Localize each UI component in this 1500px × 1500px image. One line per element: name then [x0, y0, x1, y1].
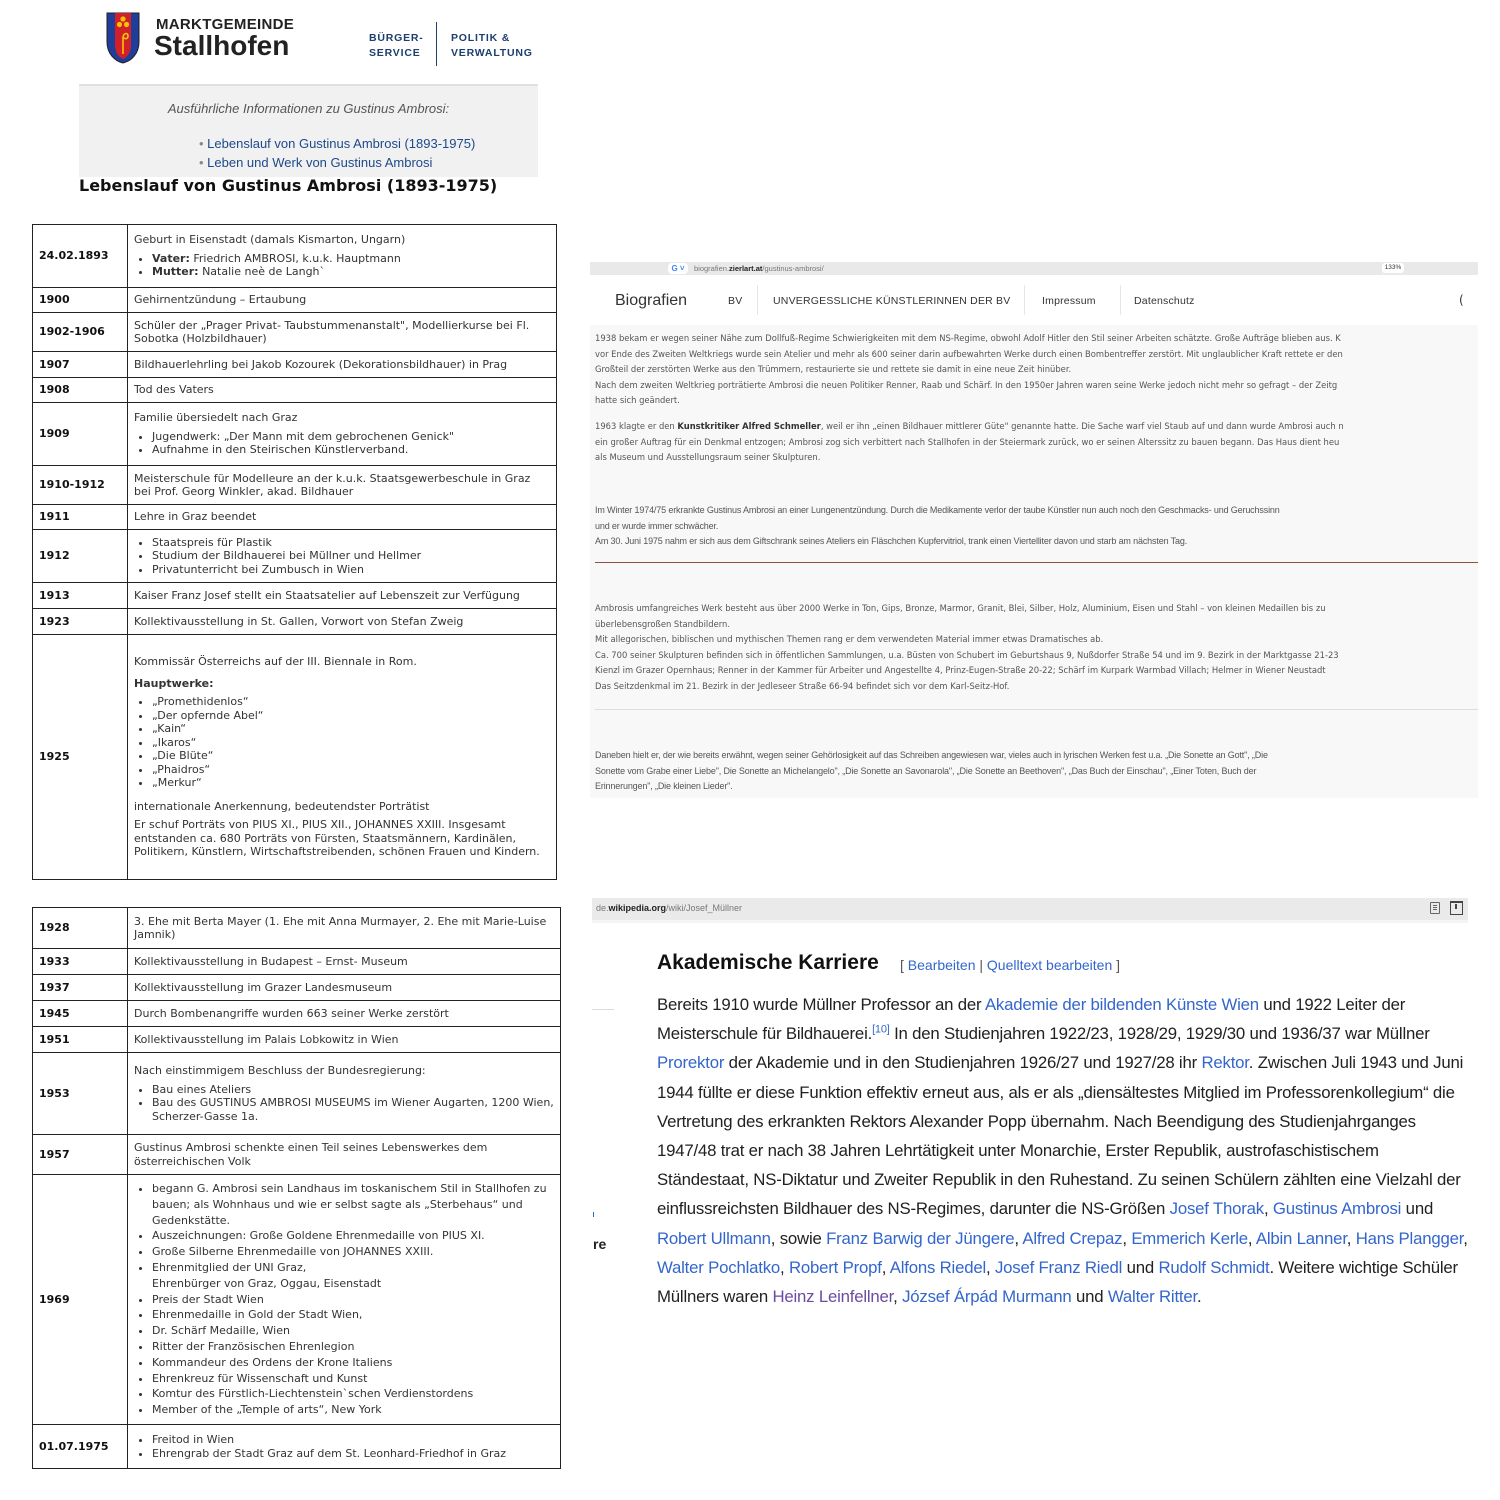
row-date: 1953 — [33, 1053, 128, 1135]
table-row — [33, 1135, 561, 1175]
row-date: 1911 — [33, 505, 128, 530]
row-list-item: • Preis der Stadt Wien — [152, 1292, 554, 1308]
footnote — [872, 1024, 890, 1036]
nav-buergerservice[interactable] — [369, 31, 424, 61]
row-list-item: • „Promethidenlos“ — [152, 695, 550, 709]
text-span: . Zwischen Juli 1943 und Juni 1944 füllte er diese Funktion effektiv erneut aus, als er als „diensältestes Mitglied im Professorenkollegium“ die Vertretung des erkrankten Rektors Alexander Popp übernahm. Nach Beendigung des Studienjahrganges 1947/48 trat er nach 38 Jahren Lehrtätigkeit unter Monarchie, Erster Republik, austrofaschistischem Ständestaat, NS-Diktatur und Zweiter Republik in den Ruhestand. Zu seinen Schülern zählten eine Vielzahl der einflussreichsten Bildhauer des NS-Regimes, darunter die NS-Größen — [657, 1053, 1464, 1219]
wiki-link[interactable]: Rektor — [1201, 1053, 1249, 1073]
row-list-item: • „Merkur“ — [152, 776, 550, 790]
nav-politik-verwaltung[interactable] — [451, 31, 533, 61]
text-span: und — [1401, 1199, 1434, 1219]
text-line: Am 30. Juni 1975 nahm er sich aus dem Giftschrank seines Ateliers ein Fläschchen Kupfervitriol, trank einen Viertelliter davon und starb am nächsten Tag. — [595, 536, 1188, 546]
row-text: Familie übersiedelt nach Graz — [134, 411, 298, 425]
timeline-table — [32, 907, 561, 1469]
table-row — [33, 530, 557, 583]
row-text: 3. Ehe mit Berta Mayer (1. Ehe mit Anna Murmayer, 2. Ehe mit Marie-Luise Jamnik) — [128, 908, 561, 949]
row-date: 1969 — [33, 1175, 128, 1425]
item-value: Natalie neè de Langh` — [198, 265, 326, 279]
text-span: In den Studienjahren 1922/23, 1928/29, 1929/30 und 1936/37 war Müllner — [889, 1024, 1430, 1044]
bracket: ] — [1112, 957, 1121, 973]
row-date: 1928 — [33, 908, 128, 949]
row-date: 1912 — [33, 530, 128, 583]
url-domain: wikipedia.org — [608, 903, 667, 913]
row-text: Kommissär Österreichs auf der III. Biennale in Rom. — [134, 655, 417, 669]
text-span: , — [893, 1287, 903, 1307]
google-icon[interactable]: G ˅ — [668, 263, 688, 274]
bio-paragraph — [595, 503, 1478, 550]
row-list-item: • Ritter der Französischen Ehrenlegion — [152, 1339, 554, 1355]
table-row — [33, 975, 561, 1001]
text-span: 1963 klagte er den — [595, 421, 678, 431]
row-date: 1902-1906 — [33, 313, 128, 352]
table-row — [33, 288, 557, 313]
row-list-item: • Große Silberne Ehrenmedaille von JOHANNES XXIII. — [152, 1244, 554, 1260]
row-date: 1907 — [33, 352, 128, 378]
separator: | — [975, 957, 987, 973]
text-span: und — [1071, 1287, 1108, 1307]
wiki-link[interactable]: József Árpád Murmann — [902, 1287, 1072, 1307]
nav-divider — [1120, 285, 1121, 315]
row-text: Geburt in Eisenstadt (damals Kismarton, Ungarn) — [134, 233, 406, 247]
text-line: vor Ende des Zweiten Weltkriegs wurde sein Atelier und mehr als 600 seiner darin aufbewahrten Werke durch einen Bombentreffer zerstört. Mit unglaublicher Kraft rettete er den — [595, 348, 1343, 359]
text-span: , — [1346, 1228, 1356, 1248]
row-text: Kollektivausstellung in St. Gallen, Vorwort von Stefan Zweig — [128, 609, 557, 635]
row-list-item: • Bau des GUSTINUS AMBROSI MUSEUMS im Wiener Augarten, 1200 Wien, Scherzer-Gasse 1a. — [152, 1096, 554, 1123]
zoom-level-badge[interactable]: 133% — [1382, 263, 1404, 273]
text-line: Großteil der zerstörten Werke aus den Trümmern, restaurierte sie und rettete sie damit in eine neue Zeit hinüber. — [595, 364, 1072, 374]
edit-link[interactable]: Bearbeiten — [907, 957, 976, 973]
text-span: . — [1196, 1287, 1202, 1307]
sidebar-edge — [593, 1212, 594, 1217]
text-line: und er wurde immer schwächer. — [595, 520, 719, 531]
row-list-item: • „Kain“ — [152, 722, 550, 736]
row-content — [128, 225, 557, 288]
row-list-item: • Dr. Schärf Medaille, Wien — [152, 1323, 554, 1339]
row-date: 01.07.1975 — [33, 1425, 128, 1469]
row-content — [128, 1053, 561, 1135]
wiki-link[interactable]: Alfred Crepaz — [1022, 1228, 1123, 1248]
edit-source-link[interactable]: Quelltext bearbeiten — [986, 957, 1113, 973]
row-date: 1910-1912 — [33, 466, 128, 505]
wiki-link[interactable]: Heinz Leinfellner — [772, 1287, 894, 1307]
text-line: Erinnerungen", „Die kleinen Lieder". — [595, 781, 733, 791]
bio-paragraph — [595, 601, 1478, 694]
wiki-link[interactable]: Josef Thorak — [1169, 1199, 1264, 1219]
row-list-item — [152, 265, 550, 279]
bio-paragraph — [595, 419, 1478, 466]
search-icon[interactable]: ( — [1459, 293, 1464, 307]
table-row — [33, 908, 561, 949]
text-line: hatte sich geändert. — [595, 395, 680, 405]
wiki-link[interactable]: Albin Lanner — [1255, 1228, 1347, 1248]
row-text: Bildhauerlehrling bei Jakob Kozourek (Dekorationsbildhauer) in Prag — [128, 352, 557, 378]
wiki-link[interactable]: Walter Ritter — [1107, 1287, 1197, 1307]
row-date: 1913 — [33, 583, 128, 609]
reader-mode-icon[interactable] — [1430, 902, 1440, 914]
info-box — [79, 84, 538, 177]
text-line: Kienzl im Grazer Opernhaus; Renner in der Kammer für Arbeiter und Angestellte 4, Prinz-Eugen-Straße 20-22; Schärf im Kurpark Warmbad Villach; Helmer in Wiener Neustadt — [595, 665, 1326, 675]
item-label: Mutter: — [152, 265, 199, 279]
row-date: 1933 — [33, 949, 128, 975]
wiki-link[interactable]: Robert Propf — [788, 1257, 882, 1277]
row-list-item: • Ehrenmitglied der UNI Graz, Ehrenbürger von Graz, Oggau, Eisenstadt — [152, 1260, 554, 1292]
article-paragraph — [657, 990, 1472, 1311]
nav-bv[interactable]: BV — [728, 295, 743, 307]
timeline-table — [32, 224, 557, 880]
url-text[interactable] — [694, 263, 824, 274]
nav-divider — [436, 22, 437, 66]
browser-address-bar[interactable] — [592, 898, 1468, 923]
text-line — [595, 419, 1478, 435]
bio-paragraph — [595, 331, 1478, 409]
coat-of-arms-icon[interactable] — [106, 12, 140, 64]
row-content — [128, 403, 557, 466]
text-span: Bereits 1910 wurde Müllner Professor an der — [657, 995, 985, 1014]
text-line: Ambrosis umfangreiches Werk besteht aus über 2000 Werke in Ton, Gips, Bronze, Marmor, Granit, Blei, Silber, Holz, Aluminium, Eisen und Stahl – von kleinen Medaillen bis zu — [595, 603, 1326, 613]
info-link-lebenslauf[interactable]: • Lebenslauf von Gustinus Ambrosi (1893-1975) — [199, 134, 475, 153]
row-date: 1900 — [33, 288, 128, 313]
browser-address-bar[interactable] — [590, 262, 1478, 275]
info-title: Ausführliche Informationen zu Gustinus Ambrosi: — [167, 101, 450, 116]
nav-impressum[interactable]: Impressum — [1042, 295, 1096, 307]
row-list-item: • begann G. Ambrosi sein Landhaus im toskanischem Stil in Stallhofen zu bauen; als Wohnhaus und wie er selbst sagte als „Sterbehaus“ und Gedenkstätte. — [152, 1181, 554, 1228]
edit-links — [900, 957, 1120, 973]
item-label: Vater: — [152, 251, 190, 265]
row-list — [134, 1181, 554, 1418]
bracket: [ — [900, 957, 908, 973]
row-date: 1908 — [33, 378, 128, 403]
row-list — [134, 252, 550, 279]
wiki-link[interactable]: Gustinus Ambrosi — [1272, 1199, 1402, 1219]
text-span: der Akademie und in den Studienjahren 1926/27 und 1927/28 ihr — [724, 1053, 1202, 1073]
row-list-item: • Ehrenkreuz für Wissenschaft und Kunst — [152, 1371, 554, 1387]
row-date: 1945 — [33, 1001, 128, 1027]
row-list-item: • Kommandeur des Ordens der Krone Italiens — [152, 1355, 554, 1371]
sidebar-toc-fragment[interactable]: re — [593, 1236, 607, 1252]
table-row — [33, 505, 557, 530]
info-links-list — [199, 134, 475, 172]
row-text: Gustinus Ambrosi schenkte einen Teil seines Lebenswerkes dem österreichischen Volk — [128, 1135, 561, 1175]
row-list-item: • Aufnahme in den Steirischen Künstlerverband. — [152, 443, 550, 457]
row-list-item: • Komtur des Fürstlich-Liechtenstein`schen Verdienstordens — [152, 1386, 554, 1402]
nav-label-line: POLITIK & — [451, 32, 511, 44]
table-row — [33, 1027, 561, 1053]
table-row — [33, 583, 557, 609]
wiki-link[interactable]: Akademie der bildenden Künste Wien — [984, 995, 1259, 1014]
text-line: ein großer Auftrag für ein Denkmal entzogen; Ambrosi zog sich verbittert nach Stallhofen in der Steiermark zurück, wo er seinen Alterssitz zu bauen begann. Das Haus dient heu — [595, 436, 1340, 447]
text-span: , — [1122, 1228, 1132, 1248]
wiki-link[interactable]: Hans Plangger — [1355, 1228, 1464, 1248]
download-icon[interactable] — [1450, 901, 1463, 915]
text-span: , sowie — [770, 1228, 827, 1248]
row-text: internationale Anerkennung, bedeutendster Porträtist — [134, 799, 430, 813]
row-text: Tod des Vaters — [128, 378, 557, 403]
text-span: , — [1014, 1228, 1023, 1248]
row-list-item: • Freitod in Wien — [152, 1433, 554, 1447]
wiki-link[interactable]: Walter Pochlatko — [657, 1257, 781, 1277]
row-list-item: • „Ikaros“ — [152, 736, 550, 750]
table-row — [33, 313, 557, 352]
bold-text: Kunstkritiker Alfred Schmeller — [677, 421, 821, 431]
page-title: Lebenslauf von Gustinus Ambrosi (1893-1975) — [79, 176, 498, 195]
text-span: , — [1463, 1228, 1468, 1248]
row-list-item: • „Der opfernde Abel“ — [152, 709, 550, 723]
row-date: 1937 — [33, 975, 128, 1001]
row-date: 1957 — [33, 1135, 128, 1175]
wiki-link[interactable]: Rudolf Schmidt — [1158, 1257, 1270, 1277]
text-line: Mit allegorischen, biblischen und mythischen Themen rang er dem verwendeten Material immer etwas Dramatisches ab. — [595, 634, 1104, 644]
row-text: Lehre in Graz beendet — [128, 505, 557, 530]
row-subheading-wrap — [134, 677, 550, 691]
text-span: und 1922 Leiter der Meisterschule für Bildhauerei. — [657, 995, 1406, 1044]
row-list-item: • „Phaidros“ — [152, 763, 550, 777]
text-line: Sonette vom Grabe einer Liebe", Die Sonette an Michelangelo", „Die Sonette an Savonarola", „Die Sonette an Beethoven", „Das Buch der Einschau", „Einer Toten, Buch der — [595, 765, 1257, 776]
row-list-item: • Auszeichnungen: Große Goldene Ehrenmedaille von PIUS XI. — [152, 1228, 554, 1244]
row-list-item: • Jugendwerk: „Der Mann mit dem gebrochenen Genick" — [152, 430, 550, 444]
wiki-link[interactable]: Franz Barwig der Jüngere — [826, 1228, 1015, 1248]
row-date: 24.02.1893 — [33, 225, 128, 288]
table-row — [33, 1001, 561, 1027]
row-list-item: • Ehrengrab der Stadt Graz auf dem St. Leonhard-Friedhof in Graz — [152, 1447, 554, 1461]
row-subheading: Hauptwerke: — [134, 676, 214, 690]
text-line: Ca. 700 seiner Skulpturen befinden sich in öffentlichen Sammlungen, u.a. Büsten von Schubert im Geburtshaus 9, Nußdorfer Straße 54 und im 9. Bezirk in der Marktgasse 21-23 — [595, 649, 1339, 660]
row-list-item — [152, 252, 550, 266]
text-span: , — [881, 1257, 890, 1277]
row-list-item: • Studium der Bildhauerei bei Müllner und Hellmer — [152, 549, 550, 563]
nav-unvergessliche-kuenstlerinnen[interactable]: UNVERGESSLICHE KÜNSTLERINNEN DER BV — [773, 295, 1011, 307]
wiki-link[interactable]: Emmerich Kerle — [1131, 1228, 1248, 1248]
row-text: Meisterschule für Modelleure an der k.u.k. Staatsgewerbeschule in Graz bei Prof. Georg Winkler, akad. Bildhauer — [128, 466, 557, 505]
row-content — [128, 530, 557, 583]
wiki-link[interactable]: Robert Ullmann — [657, 1228, 771, 1248]
url-prefix: biografien. — [694, 264, 730, 273]
row-date: 1951 — [33, 1027, 128, 1053]
wiki-link[interactable]: Prorektor — [657, 1053, 725, 1073]
table-row — [33, 403, 557, 466]
brand-title[interactable]: Stallhofen — [154, 30, 290, 61]
section-divider — [595, 709, 1478, 710]
row-date: 1925 — [33, 635, 128, 880]
site-brand[interactable]: Biografien — [615, 292, 688, 309]
row-list-item: • „Die Blüte“ — [152, 749, 550, 763]
nav-label-line: BÜRGER- — [369, 32, 424, 44]
text-span: , — [1263, 1199, 1273, 1219]
nav-label-line: VERWALTUNG — [451, 47, 533, 59]
nav-divider — [1024, 285, 1025, 315]
item-value: Friedrich AMBROSI, k.u.k. Hauptmann — [189, 251, 401, 265]
row-content — [128, 1175, 561, 1425]
row-list-item: • Ehrenmedaille in Gold der Stadt Wien, — [152, 1307, 554, 1323]
row-content — [128, 635, 557, 880]
wiki-link[interactable]: Alfons Riedel — [889, 1257, 986, 1277]
text-span: . Weitere wichtige Schüler Müllners waren — [657, 1257, 1458, 1307]
row-list — [134, 1433, 554, 1460]
row-date: 1909 — [33, 403, 128, 466]
table-row — [33, 1425, 561, 1469]
text-span: , — [1247, 1228, 1256, 1248]
table-row — [33, 949, 561, 975]
row-list — [134, 1083, 554, 1124]
row-list-item: • Member of the „Temple of arts“, New York — [152, 1402, 554, 1418]
row-text: Er schuf Porträts von PIUS XI., PIUS XII., JOHANNES XXIII. Insgesamt entstanden ca. 680 Porträts von Fürsten, Staatsmännern, Kardinälen, Politikern, Künstlern, Wirtschaftstreibenden, schönen Frauen und Kindern. — [134, 818, 540, 859]
table-row — [33, 352, 557, 378]
url-path: /gustinus-ambrosi/ — [762, 264, 824, 273]
text-line: Das Seitzdenkmal im 21. Bezirk in der Jedleseer Straße 66-94 befindet sich vor dem Karl-Seitz-Hof. — [595, 680, 1010, 691]
nav-label-line: SERVICE — [369, 47, 421, 59]
row-text: Kollektivausstellung im Grazer Landesmuseum — [128, 975, 561, 1001]
row-text: Kollektivausstellung im Palais Lobkowitz in Wien — [128, 1027, 561, 1053]
table-row — [33, 466, 557, 505]
text-line: als Museum und Ausstellungsraum seiner Skulpturen. — [595, 452, 821, 462]
bio-paragraph — [595, 748, 1478, 795]
table-row — [33, 1053, 561, 1135]
stallhofen-header — [80, 0, 540, 80]
table-row — [33, 1175, 561, 1425]
nav-datenschutz[interactable]: Datenschutz — [1134, 295, 1195, 307]
row-text: Schüler der „Prager Privat- Taubstummenanstalt", Modellierkurse bei Fl. Sobotka (Holzbildhauer) — [128, 313, 557, 352]
section-divider — [595, 562, 1478, 563]
url-text[interactable] — [596, 903, 742, 913]
text-line: 1938 bekam er wegen seiner Nähe zum Dollfuß-Regime Schwierigkeiten mit dem NS-Regime, obwohl Adolf Hitler den Stil seiner Arbeiten schätzte. Große Aufträge blieben aus. K — [595, 333, 1341, 343]
section-heading: Akademische Karriere — [657, 951, 879, 974]
row-date: 1923 — [33, 609, 128, 635]
text-line: Daneben hielt er, der wie bereits erwähnt, wegen seiner Gehörlosigkeit auf das Schreiben angewiesen war, vieles auch in lyrischen Werken fest u.a. „Die Sonette an Gott", „Die — [595, 750, 1268, 760]
url-prefix: de. — [596, 903, 609, 913]
row-list — [134, 430, 550, 457]
brand-subtitle: MARKTGEMEINDE — [156, 16, 295, 33]
row-list — [134, 695, 550, 790]
site-nav — [590, 275, 1478, 325]
text-span: und — [1122, 1257, 1159, 1277]
text-line: Nach dem zweiten Weltkrieg porträtierte Ambrosi die neuen Politiker Renner, Raab und Schärf. In den 1950er Jahren waren seine Werke jedoch nicht mehr so gefragt – der Zeitg — [595, 379, 1338, 390]
text-span: , — [986, 1257, 995, 1277]
row-list-item: • Bau eines Ateliers — [152, 1083, 554, 1097]
row-content — [128, 1425, 561, 1469]
sidebar-edge — [592, 1009, 614, 1010]
row-text: Kollektivausstellung in Budapest – Ernst- Museum — [128, 949, 561, 975]
row-list-item: • Privatunterricht bei Zumbusch in Wien — [152, 563, 550, 577]
text-line: Im Winter 1974/75 erkrankte Gustinus Ambrosi an einer Lungenentzündung. Durch die Medikamente verlor der taube Künstler nun auch noch den Geschmacks- und Geruchssinn — [595, 505, 1280, 515]
row-text: Gehirnentzündung – Ertaubung — [128, 288, 557, 313]
row-list — [134, 536, 550, 577]
row-text: Nach einstimmigem Beschluss der Bundesregierung: — [134, 1064, 426, 1077]
table-row — [33, 635, 557, 880]
info-link-leben-werk[interactable]: • Leben und Werk von Gustinus Ambrosi — [199, 153, 475, 172]
text-line: überlebensgroßen Standbildern. — [595, 618, 730, 629]
footnote-link[interactable]: [10] — [872, 1023, 890, 1036]
url-path: /wiki/Josef_Müllner — [666, 903, 743, 913]
biografien-screenshot — [590, 262, 1478, 798]
row-list-item: • Staatspreis für Plastik — [152, 536, 550, 550]
row-text: Kaiser Franz Josef stellt ein Staatsatelier auf Lebenszeit zur Verfügung — [128, 583, 557, 609]
table-row — [33, 225, 557, 288]
url-domain: zierlart.at — [729, 264, 763, 273]
row-text: Durch Bombenangriffe wurden 663 seiner Werke zerstört — [128, 1001, 561, 1027]
text-span: , weil er ihn „einen Bildhauer mittlerer Güte" genannte hatte. Die Sache warf viel Staub auf und dann wurde Ambrosi auch n — [820, 421, 1344, 431]
table-row — [33, 378, 557, 403]
text-span: , — [780, 1257, 789, 1277]
nav-divider — [757, 285, 758, 315]
table-row — [33, 609, 557, 635]
wiki-link[interactable]: Josef Franz Riedl — [994, 1257, 1123, 1277]
